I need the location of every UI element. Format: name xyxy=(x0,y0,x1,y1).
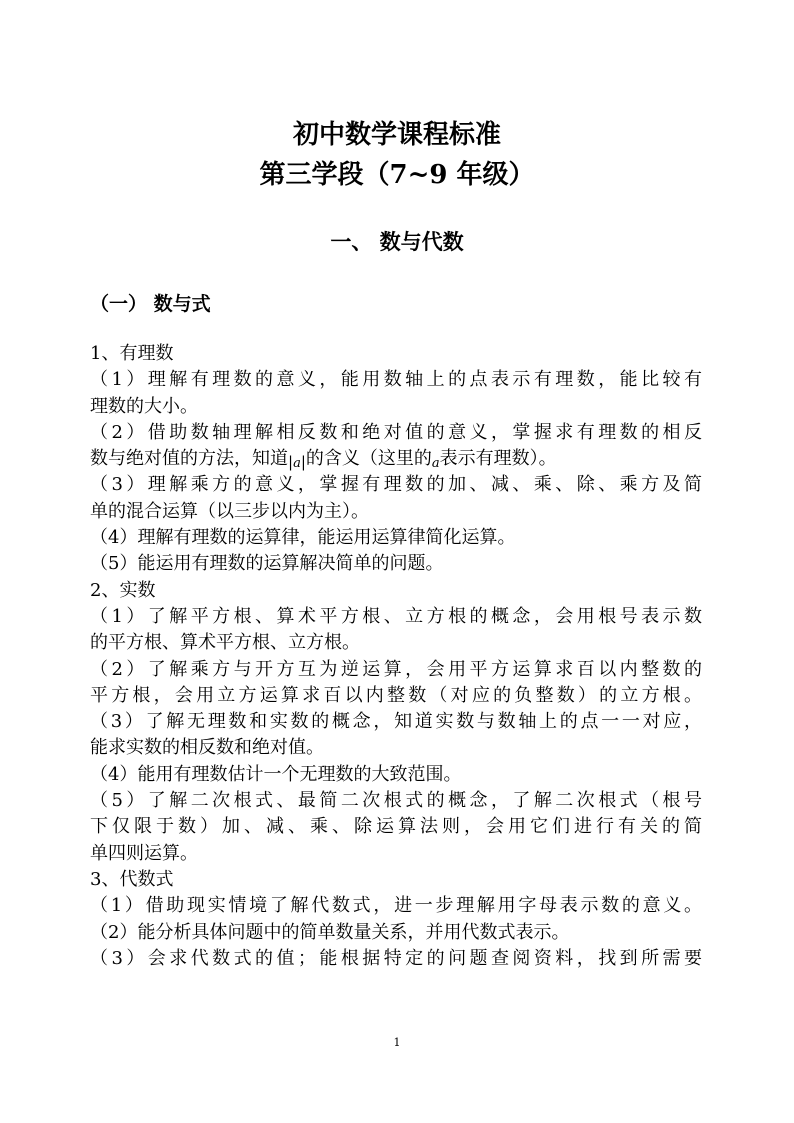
body-text xyxy=(90,341,702,972)
item-heading: 1、有理数 xyxy=(90,343,174,364)
subsection-heading: （一） 数与式 xyxy=(90,293,211,315)
paragraph-line: （4）能用有理数估计一个无理数的大致范围。 xyxy=(90,763,462,785)
paragraph-line: （3）会求代数式的值；能根据特定的问题查阅资料，找到所需要 xyxy=(90,947,702,969)
paragraph-line-with-math xyxy=(90,446,702,472)
paragraph-line: 能求实数的相反数和绝对值。 xyxy=(90,737,324,759)
item-heading: 3、代数式 xyxy=(90,868,174,890)
section-heading: 一、 数与代数 xyxy=(330,229,464,254)
document-subtitle: 第三学段（7~9 年级） xyxy=(259,160,535,190)
paragraph-line: （5）了解二次根式、最简二次根式的概念，了解二次根式（根号 xyxy=(90,790,702,812)
paragraph-line: 平方根，会用立方运算求百以内整数（对应的负整数）的立方根。 xyxy=(90,684,702,706)
text-span: 数与绝对值的方法，知道 xyxy=(90,448,288,470)
paragraph-line: （1）借助现实情境了解代数式，进一步理解用字母表示数的意义。 xyxy=(90,895,702,917)
item-heading: 2、实数 xyxy=(90,579,156,601)
paragraph-line: 单四则运算。 xyxy=(90,842,198,864)
paragraph-line: （4）理解有理数的运算律，能运用运算律简化运算。 xyxy=(90,527,516,549)
paragraph-line: （1）了解平方根、算术平方根、立方根的概念，会用根号表示数 xyxy=(90,605,702,627)
paragraph-line: （1）理解有理数的意义，能用数轴上的点表示有理数，能比较有 xyxy=(90,369,702,391)
text-span: 表示有理数）。 xyxy=(439,448,557,470)
abs-bar-right: | xyxy=(300,453,306,472)
paragraph-line: （2）借助数轴理解相反数和绝对值的意义，掌握求有理数的相反 xyxy=(90,421,702,443)
paragraph-line: （2）了解乘方与开方互为逆运算，会用平方运算求百以内整数的 xyxy=(90,658,702,680)
paragraph-line: （5）能运用有理数的运算解决简单的问题。 xyxy=(90,553,444,575)
document-title: 初中数学课程标准 xyxy=(292,120,501,150)
paragraph-line: 下仅限于数）加、减、乘、除运算法则，会用它们进行有关的简 xyxy=(90,816,702,838)
paragraph-line: 的平方根、算术平方根、立方根。 xyxy=(90,632,360,654)
paragraph-line: 理数的大小。 xyxy=(90,395,198,417)
paragraph-line: 单的混合运算（以三步以内为主）。 xyxy=(90,500,369,522)
page-number: 1 xyxy=(393,1036,401,1049)
abs-bar-left: | xyxy=(288,453,294,472)
math-variable: a xyxy=(293,456,301,472)
math-variable: a xyxy=(431,456,440,472)
paragraph-line: （2）能分析具体问题中的简单数量关系，并用代数式表示。 xyxy=(90,921,570,943)
paragraph-line: （3）理解乘方的意义，掌握有理数的加、减、乘、除、乘方及简 xyxy=(90,474,702,496)
text-span: 的含义（这里的 xyxy=(305,448,432,470)
paragraph-line: （3）了解无理数和实数的概念，知道实数与数轴上的点一一对应， xyxy=(90,711,702,733)
